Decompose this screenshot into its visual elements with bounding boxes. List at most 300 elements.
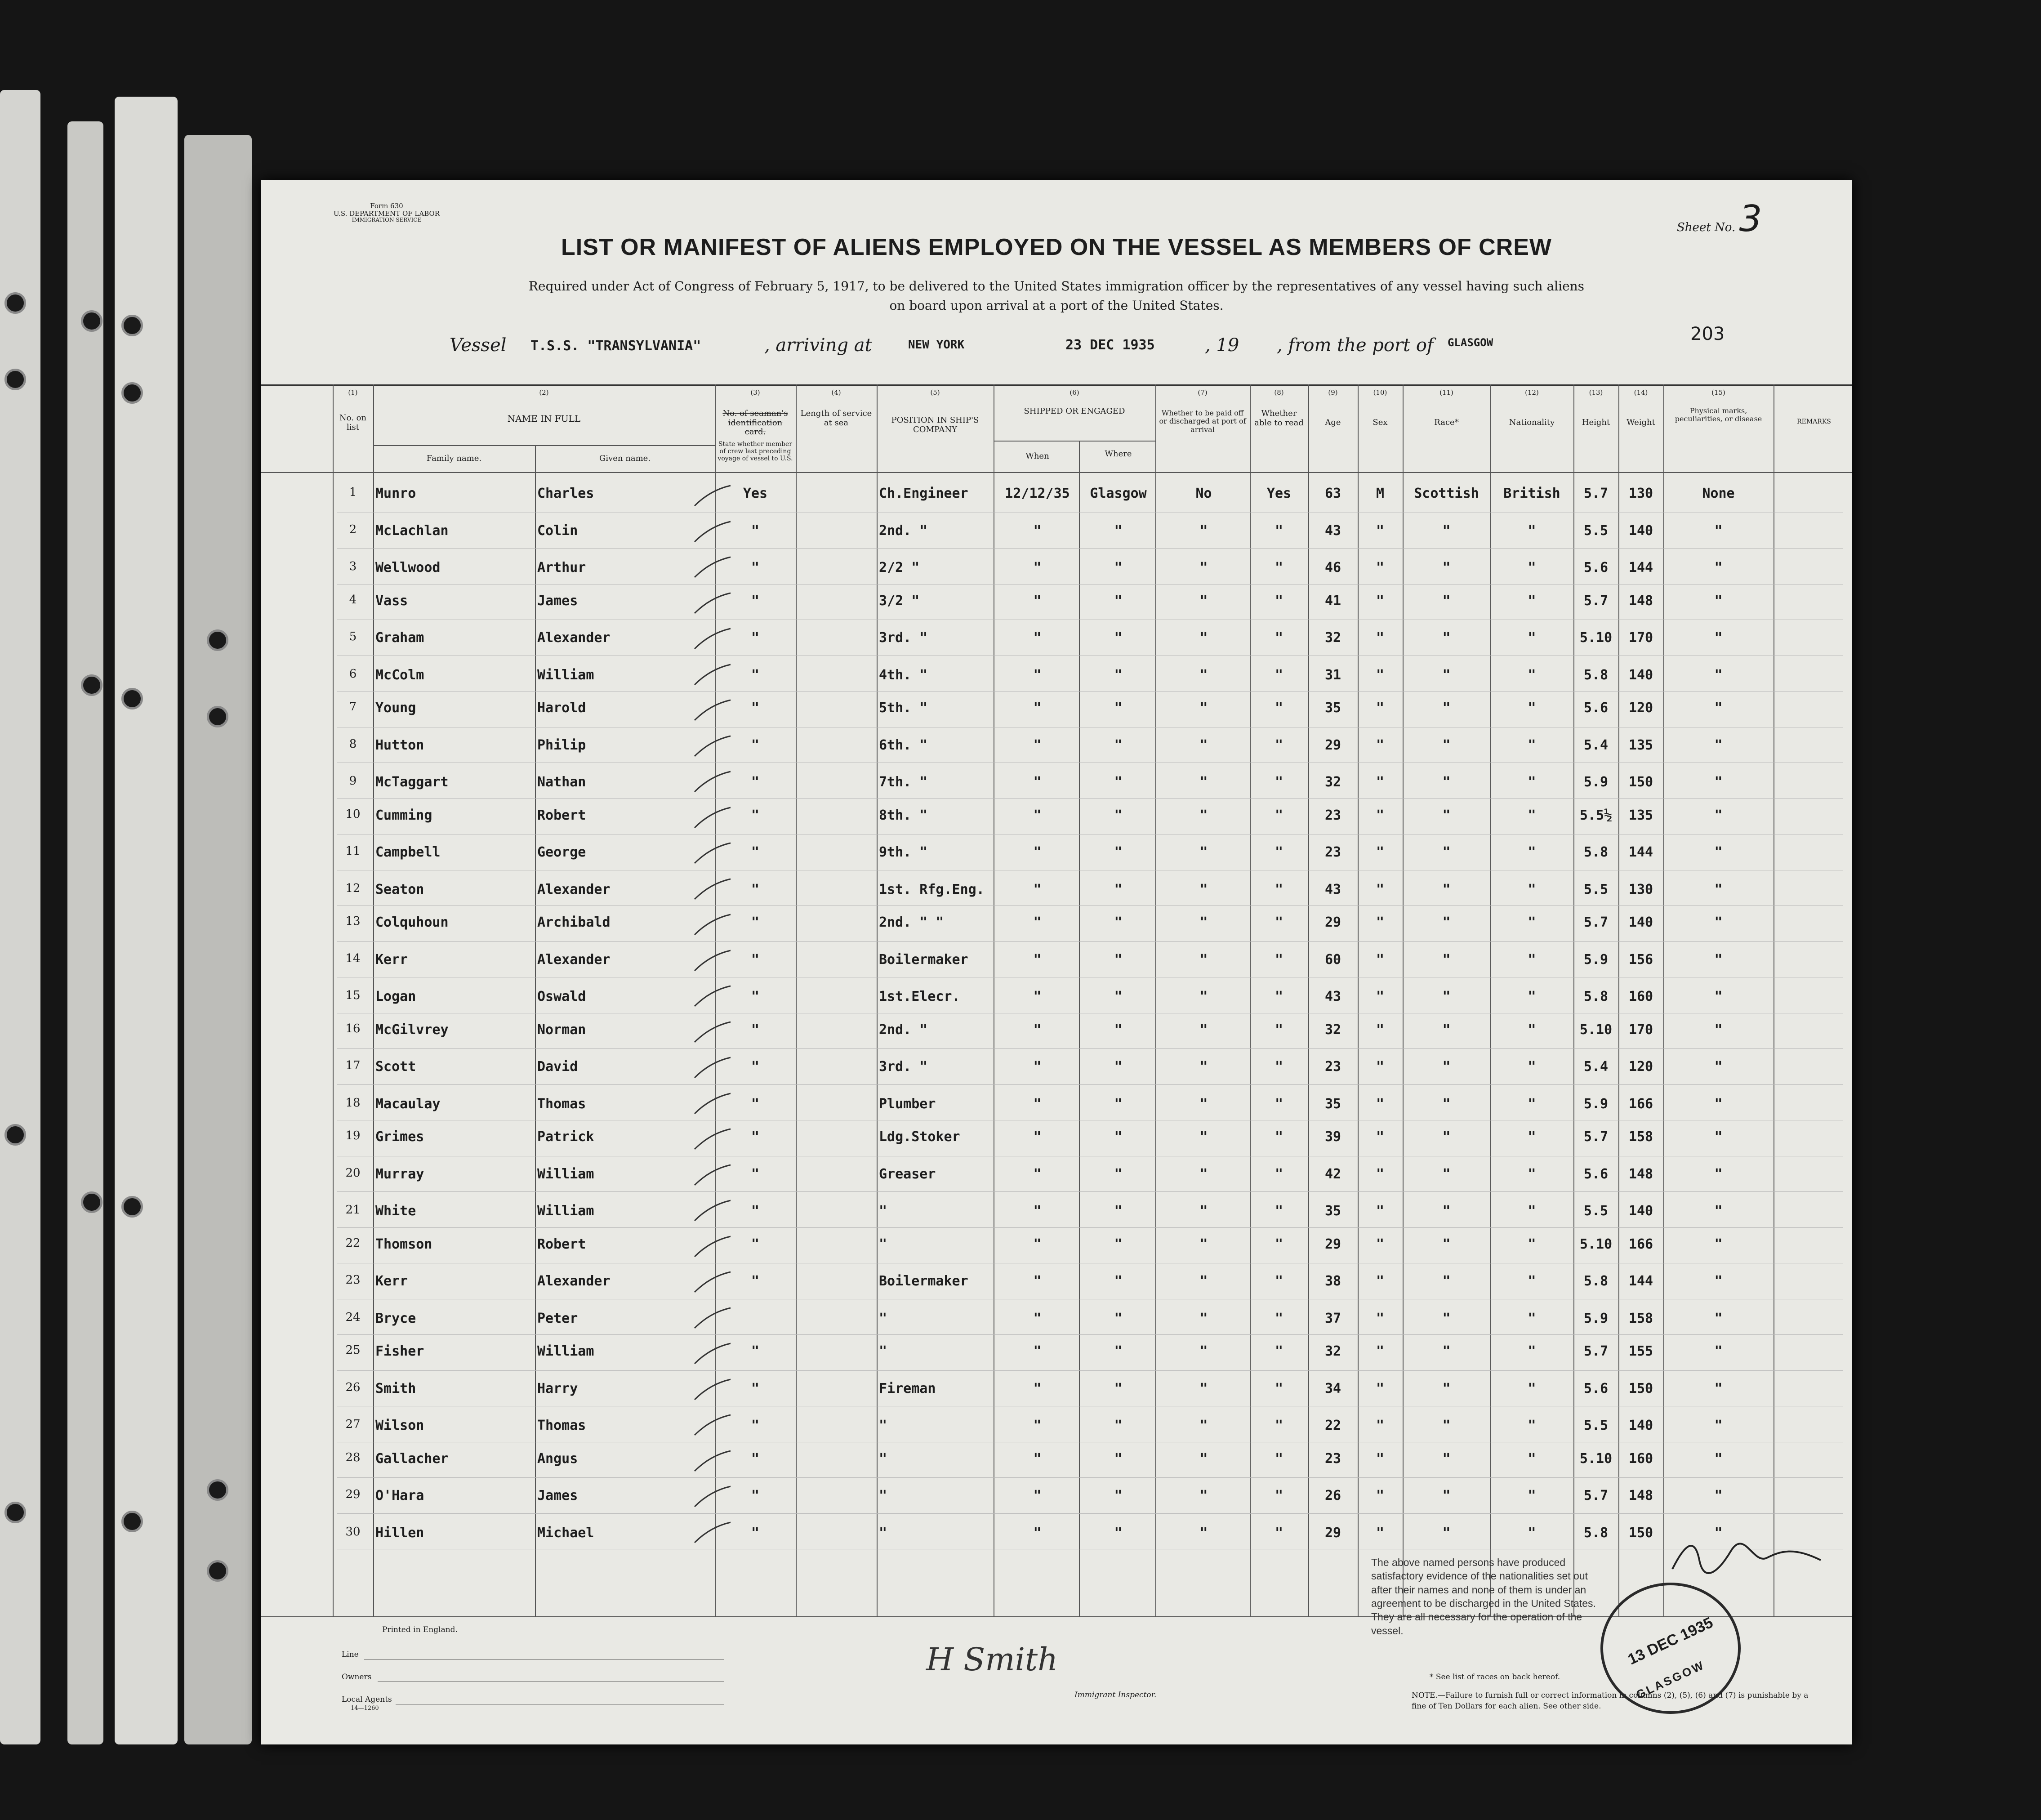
check-tick-mark (692, 591, 733, 618)
nationality-cell: " (1528, 774, 1536, 790)
shipped-when-cell: " (1033, 1488, 1042, 1503)
given-name-cell: James (537, 1488, 578, 1503)
weight-cell: 120 (1628, 1059, 1653, 1075)
family-name-cell: Kerr (375, 1273, 408, 1289)
shipped-where-cell: " (1114, 1343, 1123, 1359)
row-number-cell: 13 (345, 914, 361, 928)
paid-off-cell: " (1199, 1488, 1208, 1503)
able-to-read-cell: " (1275, 1203, 1283, 1219)
paid-off-cell: " (1199, 774, 1208, 790)
family-name-cell: Cumming (375, 807, 432, 823)
shipped-where-cell: " (1114, 951, 1123, 968)
year-label: , 19 (1205, 335, 1239, 356)
weight-cell: 144 (1628, 1273, 1653, 1289)
col-rule (1079, 441, 1080, 1616)
shipped-when-cell: " (1033, 1343, 1042, 1359)
check-tick-mark (692, 1020, 733, 1047)
paid-off-cell: " (1199, 914, 1208, 930)
header-bottom-rule (261, 472, 1852, 473)
weight-cell: 150 (1628, 774, 1653, 790)
binder-hole (81, 1191, 102, 1213)
header-read: Whether able to read (1254, 409, 1304, 428)
position-cell: Fireman (879, 1380, 936, 1396)
line-label: Line (342, 1650, 359, 1659)
binder-hole (81, 674, 102, 696)
header-race: Race* (1434, 418, 1459, 427)
nationality-cell: " (1528, 1129, 1536, 1145)
weight-cell: 135 (1628, 807, 1653, 823)
sheet-label: Sheet No. (1677, 221, 1736, 234)
physical-marks-cell: " (1714, 630, 1723, 646)
column-number: (10) (1373, 388, 1387, 397)
col-rule (535, 445, 536, 1616)
races-note: * See list of races on back hereof. (1430, 1673, 1560, 1682)
paid-off-cell: " (1199, 881, 1208, 897)
family-name-cell: Young (375, 700, 416, 716)
given-name-cell: Patrick (537, 1129, 594, 1145)
sex-cell: " (1376, 1129, 1385, 1145)
sex-cell: " (1376, 807, 1385, 823)
position-cell: 1st. Rfg.Eng. (879, 881, 985, 897)
shipped-when-cell: " (1033, 1096, 1042, 1112)
check-tick-mark (692, 1341, 733, 1368)
shipped-when-cell: " (1033, 630, 1042, 646)
check-tick-mark (692, 698, 733, 725)
shipped-where-cell: " (1114, 737, 1123, 753)
check-tick-mark (692, 1484, 733, 1511)
sex-cell: " (1376, 1525, 1385, 1541)
able-to-read-cell: " (1275, 844, 1283, 860)
able-to-read-cell: " (1275, 1273, 1283, 1289)
age-cell: 32 (1324, 774, 1341, 790)
column-number: (13) (1589, 388, 1603, 397)
identification-card-cell: " (751, 989, 760, 1004)
identification-card-cell: " (751, 1129, 760, 1145)
vessel-name: T.S.S. "TRANSYLVANIA" (530, 338, 701, 354)
able-to-read-cell: " (1275, 593, 1283, 609)
given-name-cell: Harry (537, 1380, 578, 1396)
position-cell: 6th. " (879, 737, 928, 753)
race-cell: " (1442, 989, 1451, 1004)
shipped-when-cell: " (1033, 951, 1042, 968)
able-to-read-cell: " (1275, 951, 1283, 968)
sex-cell: " (1376, 1310, 1385, 1326)
nationality-cell: " (1528, 630, 1536, 646)
shipped-when-cell: " (1033, 700, 1042, 716)
check-tick-mark (692, 877, 733, 904)
weight-cell: 160 (1628, 1450, 1653, 1467)
nationality-cell: " (1528, 593, 1536, 609)
paid-off-cell: " (1199, 807, 1208, 823)
column-number: (9) (1328, 388, 1338, 397)
row-guide-line (337, 1334, 1843, 1335)
master-signature (1668, 1533, 1825, 1583)
physical-marks-cell: " (1714, 774, 1723, 790)
position-cell: Plumber (879, 1096, 936, 1112)
able-to-read-cell: " (1275, 1380, 1283, 1396)
age-cell: 63 (1324, 486, 1341, 501)
sex-cell: " (1376, 1273, 1385, 1289)
sex-cell: " (1376, 630, 1385, 646)
sex-cell: " (1376, 1236, 1385, 1252)
nationality-cell: " (1528, 1343, 1536, 1359)
paid-off-cell: " (1199, 1310, 1208, 1326)
column-number: (8) (1274, 388, 1284, 397)
weight-cell: 144 (1628, 844, 1653, 860)
sex-cell: " (1376, 700, 1385, 716)
race-cell: " (1442, 593, 1451, 609)
weight-cell: 148 (1628, 1488, 1653, 1503)
given-name-cell: Colin (537, 522, 578, 539)
row-number-cell: 20 (345, 1166, 361, 1180)
identification-card-cell: " (751, 593, 760, 609)
height-cell: 5.8 (1583, 989, 1609, 1004)
check-tick-mark (692, 805, 733, 832)
paid-off-cell: " (1199, 989, 1208, 1004)
able-to-read-cell: " (1275, 1236, 1283, 1252)
age-cell: 31 (1324, 667, 1341, 683)
check-tick-mark (692, 841, 733, 868)
row-guide-line (337, 798, 1843, 799)
able-to-read-cell: " (1275, 737, 1283, 753)
physical-marks-cell: " (1714, 1096, 1723, 1112)
sex-cell: " (1376, 522, 1385, 539)
physical-marks-cell: None (1702, 486, 1735, 501)
check-tick-mark (692, 734, 733, 761)
height-cell: 5.5 (1583, 1203, 1609, 1219)
paid-off-cell: " (1199, 630, 1208, 646)
age-cell: 39 (1324, 1129, 1341, 1145)
physical-marks-cell: " (1714, 522, 1723, 539)
col-rule (373, 384, 374, 1616)
race-cell: " (1442, 774, 1451, 790)
header-age: Age (1325, 418, 1341, 427)
row-number-cell: 26 (345, 1380, 361, 1394)
identification-card-cell: " (751, 1096, 760, 1112)
physical-marks-cell: " (1714, 844, 1723, 860)
able-to-read-cell: " (1275, 774, 1283, 790)
age-cell: 23 (1324, 844, 1341, 860)
row-number-cell: 19 (345, 1129, 361, 1142)
shipped-when-cell: " (1033, 1380, 1042, 1396)
shipped-where-cell: " (1114, 1525, 1123, 1541)
given-name-cell: Thomas (537, 1096, 586, 1112)
height-cell: 5.4 (1583, 737, 1609, 753)
weight-cell: 140 (1628, 1418, 1653, 1433)
weight-cell: 150 (1628, 1380, 1653, 1396)
family-name-cell: Campbell (375, 844, 441, 860)
nationality-cell: " (1528, 667, 1536, 683)
sex-cell: " (1376, 1450, 1385, 1467)
position-cell: Boilermaker (879, 1273, 968, 1289)
header-card: No. of seaman's identification card. (722, 409, 788, 437)
age-cell: 32 (1324, 1022, 1341, 1038)
manifest-title: LIST OR MANIFEST OF ALIENS EMPLOYED ON THE VESSEL AS MEMBERS OF CREW (561, 234, 1552, 260)
sex-cell: " (1376, 881, 1385, 897)
physical-marks-cell: " (1714, 989, 1723, 1004)
identification-card-cell: " (751, 1203, 760, 1219)
position-cell: 3/2 " (879, 593, 920, 609)
shipped-where-cell: " (1114, 700, 1123, 716)
family-name-cell: Hutton (375, 737, 424, 753)
shipped-when-cell: " (1033, 989, 1042, 1004)
given-name-cell: Robert (537, 1236, 586, 1252)
shipped-when-cell: " (1033, 1450, 1042, 1467)
identification-card-cell: " (751, 700, 760, 716)
row-guide-line (337, 1477, 1843, 1478)
header-paid-off: Whether to be paid off or discharged at port of arrival (1159, 409, 1246, 434)
paid-off-cell: " (1199, 593, 1208, 609)
inspector-label: Immigrant Inspector. (1074, 1691, 1157, 1700)
header-card-note: State whether member of crew last preceding voyage of vessel to U.S. (717, 441, 793, 463)
race-cell: " (1442, 1022, 1451, 1038)
able-to-read-cell: " (1275, 1166, 1283, 1182)
check-tick-mark (692, 769, 733, 796)
binder-page-edge-3 (115, 97, 178, 1744)
physical-marks-cell: " (1714, 593, 1723, 609)
weight-cell: 130 (1628, 881, 1653, 897)
paid-off-cell: " (1199, 1450, 1208, 1467)
identification-card-cell: " (751, 667, 760, 683)
row-number-cell: 5 (349, 630, 357, 643)
weight-cell: 155 (1628, 1343, 1653, 1359)
height-cell: 5.6 (1583, 1380, 1609, 1396)
check-tick-mark (692, 555, 733, 582)
height-cell: 5.9 (1583, 774, 1609, 790)
height-cell: 5.6 (1583, 1166, 1609, 1182)
given-name-cell: Alexander (537, 951, 611, 968)
shipped-where-cell: " (1114, 522, 1123, 539)
shipped-when-cell: " (1033, 844, 1042, 860)
check-tick-mark (692, 1055, 733, 1082)
given-name-cell: Arthur (537, 560, 586, 575)
nationality-cell: " (1528, 914, 1536, 930)
weight-cell: 156 (1628, 951, 1653, 968)
row-guide-line (337, 1227, 1843, 1228)
row-number-cell: 14 (345, 951, 361, 965)
sex-cell: " (1376, 667, 1385, 683)
shipped-where-cell: " (1114, 774, 1123, 790)
able-to-read-cell: " (1275, 914, 1283, 930)
identification-card-cell: " (751, 1418, 760, 1433)
paid-off-cell: " (1199, 1525, 1208, 1541)
given-name-cell: William (537, 1343, 594, 1359)
race-cell: Scottish (1414, 486, 1479, 501)
given-name-cell: Alexander (537, 630, 611, 646)
sex-cell: " (1376, 737, 1385, 753)
physical-marks-cell: " (1714, 1310, 1723, 1326)
binder-hole (4, 1124, 26, 1146)
paid-off-cell: " (1199, 1096, 1208, 1112)
able-to-read-cell: " (1275, 522, 1283, 539)
row-number-cell: 28 (345, 1450, 361, 1464)
height-cell: 5.7 (1583, 593, 1609, 609)
nationality-cell: " (1528, 1022, 1536, 1038)
physical-marks-cell: " (1714, 1059, 1723, 1075)
form-number: Form 630 (370, 202, 403, 210)
check-tick-mark (692, 1270, 733, 1297)
race-cell: " (1442, 1450, 1451, 1467)
paid-off-cell: " (1199, 737, 1208, 753)
weight-cell: 166 (1628, 1096, 1653, 1112)
shipped-when-cell: " (1033, 807, 1042, 823)
check-tick-mark (692, 626, 733, 653)
row-number-cell: 29 (345, 1488, 361, 1501)
shipped-when-cell: " (1033, 560, 1042, 575)
paid-off-cell: " (1199, 844, 1208, 860)
age-cell: 38 (1324, 1273, 1341, 1289)
shipped-where-cell: " (1114, 1236, 1123, 1252)
physical-marks-cell: " (1714, 1343, 1723, 1359)
able-to-read-cell: " (1275, 881, 1283, 897)
weight-cell: 150 (1628, 1525, 1653, 1541)
shipped-when-cell: " (1033, 1310, 1042, 1326)
row-number-cell: 25 (345, 1343, 361, 1357)
given-name-cell: Archibald (537, 914, 611, 930)
position-cell: Ldg.Stoker (879, 1129, 960, 1145)
shipped-when-cell: " (1033, 881, 1042, 897)
position-cell: " (879, 1418, 887, 1433)
identification-card-cell: " (751, 1450, 760, 1467)
position-cell: 2nd. " (879, 522, 928, 539)
identification-card-cell: " (751, 560, 760, 575)
family-name-cell: Wilson (375, 1418, 424, 1433)
shipped-where-cell: " (1114, 1418, 1123, 1433)
weight-cell: 160 (1628, 989, 1653, 1004)
age-cell: 26 (1324, 1488, 1341, 1503)
position-cell: Greaser (879, 1166, 936, 1182)
family-name-cell: Kerr (375, 951, 408, 968)
binder-hole (121, 382, 143, 404)
row-number-cell: 8 (349, 737, 357, 751)
height-cell: 5.7 (1583, 1488, 1609, 1503)
weight-cell: 140 (1628, 914, 1653, 930)
nationality-cell: " (1528, 1450, 1536, 1467)
local-agents-label: Local Agents (342, 1695, 392, 1704)
shipped-when-cell: " (1033, 667, 1042, 683)
race-cell: " (1442, 1310, 1451, 1326)
binder-hole (4, 1502, 26, 1523)
family-name-cell: Colquhoun (375, 914, 449, 930)
nationality-cell: " (1528, 844, 1536, 860)
age-cell: 43 (1324, 881, 1341, 897)
position-cell: 7th. " (879, 774, 928, 790)
physical-marks-cell: " (1714, 667, 1723, 683)
height-cell: 5.5½ (1579, 807, 1613, 823)
given-name-cell: Angus (537, 1450, 578, 1467)
height-cell: 5.5 (1583, 1418, 1609, 1433)
header-nationality: Nationality (1509, 418, 1555, 427)
height-cell: 5.9 (1583, 1310, 1609, 1326)
family-name-cell: Seaton (375, 881, 424, 897)
header-height: Height (1582, 418, 1610, 427)
family-name-cell: Smith (375, 1380, 416, 1396)
row-number-cell: 21 (345, 1203, 361, 1217)
age-cell: 23 (1324, 1059, 1341, 1075)
identification-card-cell: " (751, 951, 760, 968)
position-cell: 8th. " (879, 807, 928, 823)
nationality-cell: " (1528, 1059, 1536, 1075)
given-name-cell: Michael (537, 1525, 594, 1541)
row-number-cell: 4 (349, 593, 357, 607)
binder-hole (121, 688, 143, 709)
paid-off-cell: " (1199, 1022, 1208, 1038)
sex-cell: " (1376, 1096, 1385, 1112)
height-cell: 5.7 (1583, 1129, 1609, 1145)
paid-off-cell: " (1199, 1129, 1208, 1145)
row-number-cell: 12 (345, 881, 361, 895)
column-number: (5) (930, 388, 940, 397)
sex-cell: " (1376, 1203, 1385, 1219)
able-to-read-cell: " (1275, 630, 1283, 646)
given-name-cell: Oswald (537, 989, 586, 1004)
paid-off-cell: " (1199, 1343, 1208, 1359)
binder-hole (121, 1196, 143, 1218)
identification-card-cell: " (751, 630, 760, 646)
nationality-cell: " (1528, 737, 1536, 753)
given-name-cell: Thomas (537, 1418, 586, 1433)
identification-card-cell: " (751, 1236, 760, 1252)
race-cell: " (1442, 737, 1451, 753)
row-guide-line (337, 548, 1843, 549)
form-service: IMMIGRATION SERVICE (352, 217, 422, 223)
shipped-when-cell: " (1033, 1203, 1042, 1219)
shipped-where-cell: " (1114, 1488, 1123, 1503)
check-tick-mark (692, 912, 733, 939)
race-cell: " (1442, 951, 1451, 968)
identification-card-cell: " (751, 1059, 760, 1075)
weight-cell: 130 (1628, 486, 1653, 501)
row-number-cell: 15 (345, 989, 361, 1002)
age-cell: 41 (1324, 593, 1341, 609)
binder-hole (207, 706, 228, 727)
column-number: (12) (1525, 388, 1539, 397)
paid-off-cell: " (1199, 522, 1208, 539)
row-number-cell: 27 (345, 1418, 361, 1431)
paid-off-cell: " (1199, 951, 1208, 968)
identification-card-cell: " (751, 1022, 760, 1038)
position-cell: " (879, 1203, 887, 1219)
weight-cell: 158 (1628, 1310, 1653, 1326)
able-to-read-cell: " (1275, 1129, 1283, 1145)
sex-cell: " (1376, 774, 1385, 790)
shipped-when-cell: " (1033, 1273, 1042, 1289)
race-cell: " (1442, 1059, 1451, 1075)
form-header (319, 202, 454, 223)
able-to-read-cell: Yes (1266, 486, 1292, 501)
paid-off-cell: " (1199, 1418, 1208, 1433)
weight-cell: 135 (1628, 737, 1653, 753)
nationality-cell: " (1528, 560, 1536, 575)
sex-cell: M (1376, 486, 1385, 501)
nationality-cell: " (1528, 1525, 1536, 1541)
age-cell: 35 (1324, 700, 1341, 716)
sex-cell: " (1376, 1488, 1385, 1503)
shipped-where-cell: " (1114, 881, 1123, 897)
column-number: (6) (1070, 388, 1079, 397)
position-cell: " (879, 1343, 887, 1359)
sex-cell: " (1376, 914, 1385, 930)
check-tick-mark (692, 1091, 733, 1118)
row-number-cell: 17 (345, 1059, 361, 1072)
given-name-cell: Philip (537, 737, 586, 753)
position-cell: 2/2 " (879, 560, 920, 575)
shipped-where-cell: " (1114, 1203, 1123, 1219)
binder-hole (207, 1479, 228, 1501)
manifest-subtitle (450, 277, 1663, 316)
header-position: POSITION IN SHIP'S COMPANY (891, 415, 979, 434)
age-cell: 32 (1324, 1343, 1341, 1359)
